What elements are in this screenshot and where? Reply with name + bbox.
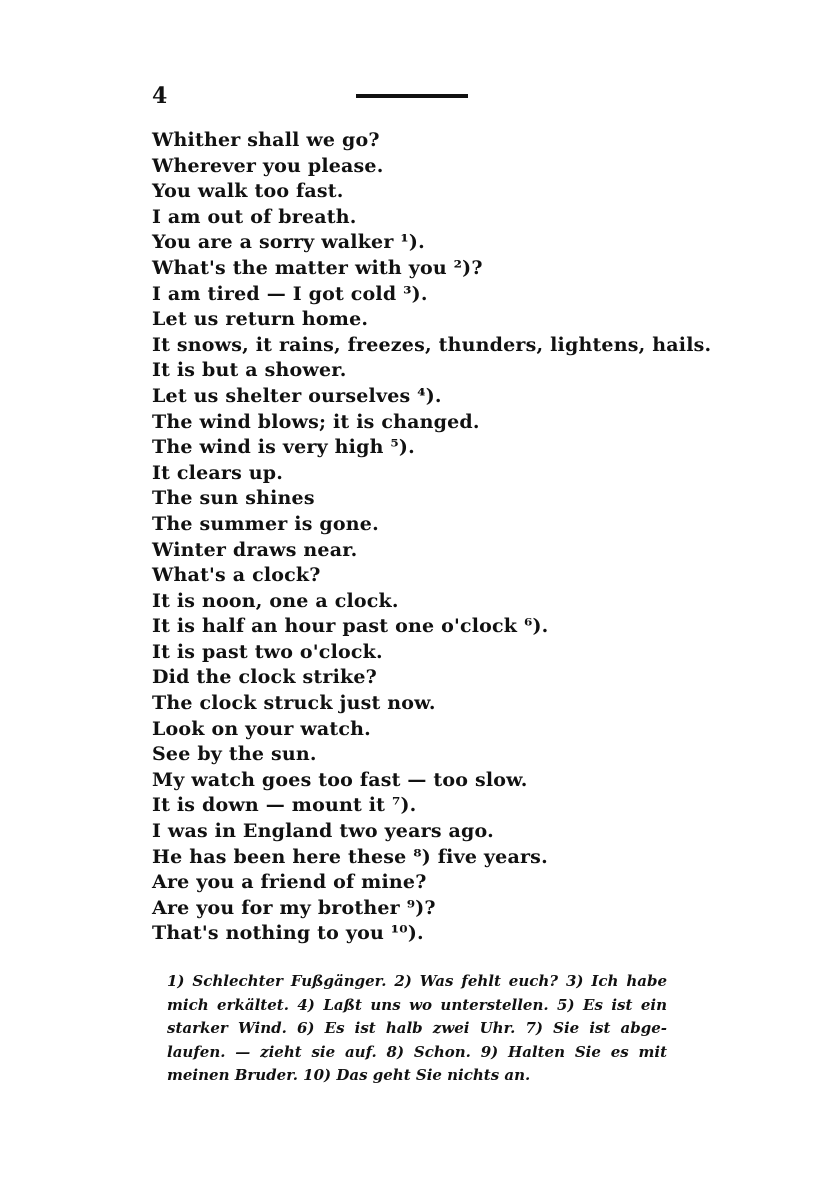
phrase-line: Let us return home. — [152, 308, 369, 331]
footnotes — [167, 970, 667, 1088]
phrase-line: It is noon, one a clock. — [152, 589, 399, 612]
phrase-line: That's nothing to you ¹⁰). — [152, 922, 424, 945]
phrase-line: Are you for my brother ⁹)? — [152, 896, 436, 919]
phrase-line: Whither shall we go? — [152, 129, 380, 151]
footnote-line: starker Wind. 6) Es ist halb zwei Uhr. 7) Sie ist abge- — [167, 1019, 667, 1037]
header-rule — [356, 94, 468, 98]
phrase-list — [152, 128, 711, 947]
phrase-line: Wherever you please. — [152, 154, 384, 177]
phrase-line: It is but a shower. — [152, 359, 347, 382]
phrase-line: I am tired — I got cold ³). — [152, 282, 428, 305]
phrase-line: You are a sorry walker ¹). — [152, 231, 425, 254]
phrase-line: You walk too fast. — [152, 180, 344, 203]
phrase-line: I am out of breath. — [152, 205, 357, 228]
phrase-line: What's a clock? — [152, 564, 321, 587]
phrase-line: What's the matter with you ²)? — [152, 256, 483, 279]
phrase-line: It is half an hour past one o'clock ⁶). — [152, 615, 549, 638]
footnote-line: meinen Bruder. 10) Das geht Sie nichts an. — [167, 1066, 531, 1084]
phrase-line: See by the sun. — [152, 743, 317, 766]
phrase-line: My watch goes too fast — too slow. — [152, 768, 528, 791]
page-number: 4 — [152, 83, 168, 109]
phrase-line: Did the clock strike? — [152, 666, 377, 689]
phrase-line: The wind blows; it is changed. — [152, 410, 480, 433]
phrase-line: He has been here these ⁸) five years. — [152, 845, 548, 868]
phrase-line: Winter draws near. — [152, 538, 358, 561]
phrase-line: It clears up. — [152, 461, 284, 484]
phrase-line: It snows, it rains, freezes, thunders, lightens, hails. — [152, 333, 712, 356]
phrase-line: The clock struck just now. — [152, 692, 436, 715]
footnote-line: mich erkältet. 4) Laßt uns wo unterstellen. 5) Es ist ein — [167, 995, 667, 1014]
phrase-line: The sun shines — [152, 487, 315, 510]
phrase-line: Let us shelter ourselves ⁴). — [152, 384, 442, 407]
phrase-line: It is down — mount it ⁷). — [152, 794, 417, 817]
phrase-line: The wind is very high ⁵). — [152, 436, 415, 459]
footnote-line: laufen. — zieht sie auf. 8) Schon. 9) Halten Sie es mit — [167, 1042, 667, 1061]
phrase-line: It is past two o'clock. — [152, 640, 383, 663]
phrase-line: Look on your watch. — [152, 717, 371, 740]
phrase-line: Are you a friend of mine? — [152, 871, 427, 894]
phrase-line: I was in England two years ago. — [152, 820, 494, 843]
phrase-line: The summer is gone. — [152, 512, 379, 535]
footnote-line: 1) Schlechter Fußgänger. 2) Was fehlt euch? 3) Ich habe — [167, 972, 667, 990]
